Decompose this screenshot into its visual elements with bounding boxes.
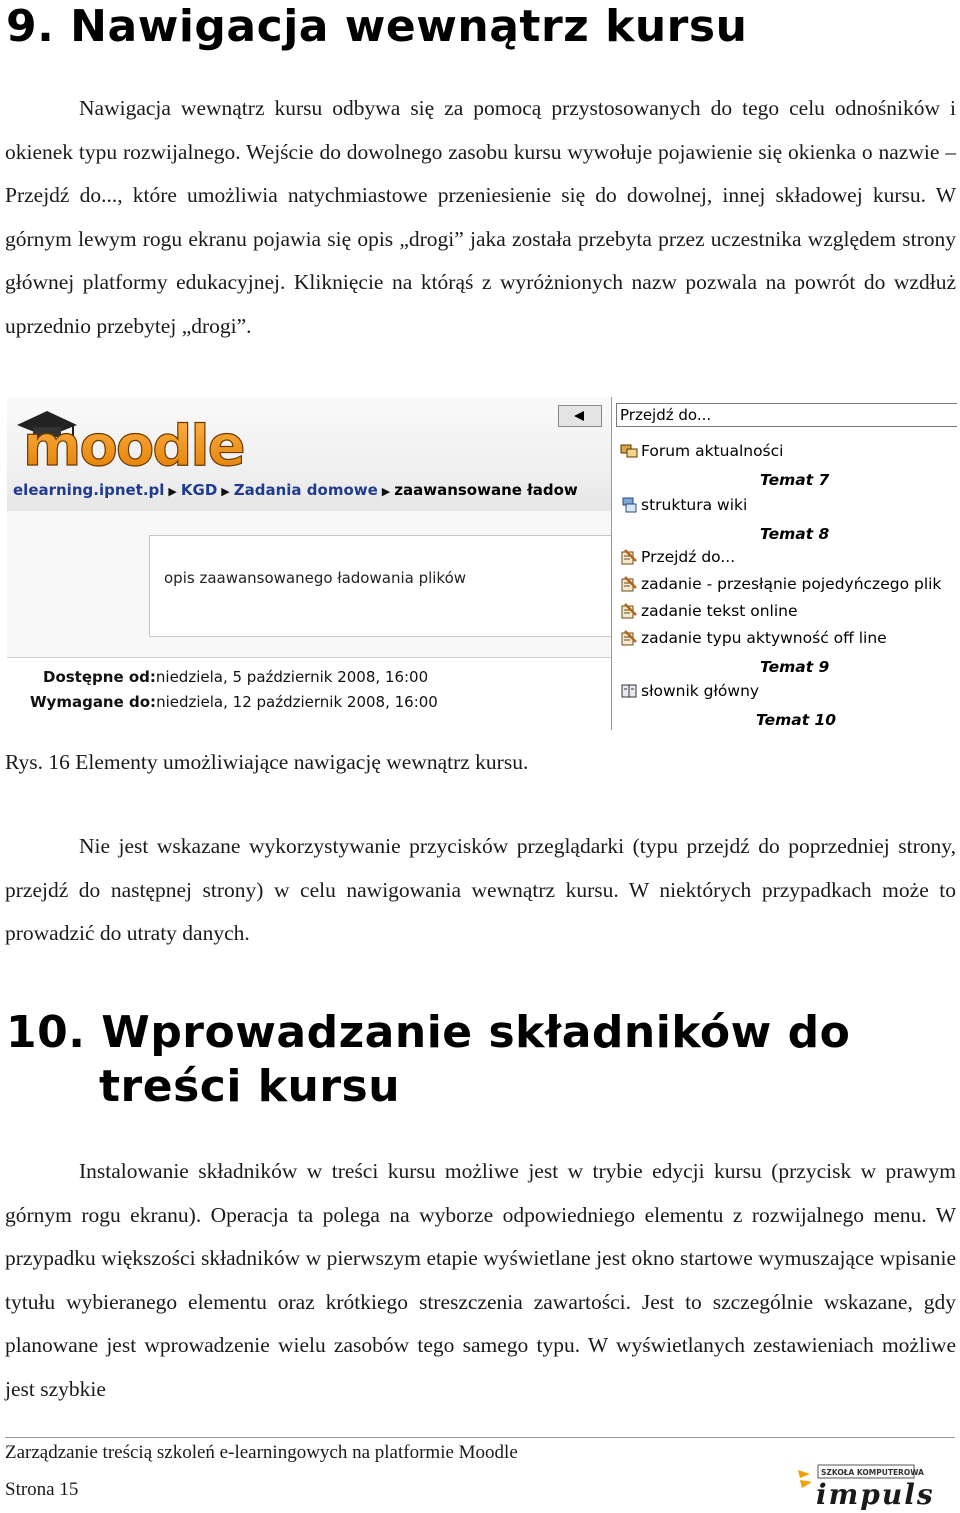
section-10-heading xyxy=(6,1006,956,1114)
menu-option-label: Przejdź do... xyxy=(641,548,736,566)
menu-option-label: zadanie typu aktywność off line xyxy=(641,629,887,647)
moodle-logo xyxy=(13,403,303,473)
section-title-line2: treści kursu xyxy=(99,1061,401,1112)
page-number: Strona 15 xyxy=(5,1479,79,1500)
section-number: 9. xyxy=(6,1,55,52)
menu-option[interactable] xyxy=(620,574,941,594)
paragraph-browser-buttons: Nie jest wskazane wykorzystywanie przycisków przeglądarki (typu przejdź do poprzedniej strony, przejdź do następnej strony) w celu nawigowania wewnątrz kursu. W niektórych przypadkach może to prowadzić do utraty danych. xyxy=(5,834,956,945)
menu-option[interactable] xyxy=(620,628,887,648)
menu-option-label: Temat 9 xyxy=(760,658,830,676)
svg-text:SZKOŁA KOMPUTEROWA: SZKOŁA KOMPUTEROWA xyxy=(821,1468,924,1477)
menu-option[interactable] xyxy=(620,441,783,461)
menu-option[interactable] xyxy=(620,547,735,567)
menu-option-label: zadanie - przesłąnie pojedyńczego plik xyxy=(641,575,942,593)
breadcrumb-separator-icon: ▶ xyxy=(381,485,391,498)
section-number: 10. xyxy=(6,1007,86,1058)
assignment-icon xyxy=(620,576,638,592)
breadcrumb-separator-icon: ▶ xyxy=(168,485,177,498)
section-title: Nawigacja wewnątrz kursu xyxy=(70,1,748,52)
svg-text:impuls: impuls xyxy=(816,1478,935,1510)
menu-group-label xyxy=(760,524,829,544)
paragraph-navigation: Nawigacja wewnątrz kursu odbywa się za pomocą przystosowanych do tego celu odnośników i okienek typu rozwijalnego. Wejście do dowolnego zasobu kursu wywołuje pojawienie się okienka o nazwie – Przejdź do..., które umożliwia natychmiastowe przeniesienie się do dowolnej, innej składowej kursu. W górnym lewym rogu ekranu pojawia się opis „drogi” jaka została przebyta przez uczestnika względem strony głównej platformy edukacyjnej. Kliknięcie na którąś z wyróżnionych nazw pozwala na powrót do wzdłuż uprzednio przebytej „drogi”. xyxy=(5,96,956,338)
menu-group-label xyxy=(756,710,836,730)
menu-option-label: struktura wiki xyxy=(641,496,748,514)
impuls-logo xyxy=(796,1462,936,1510)
menu-option-label: Temat 10 xyxy=(756,711,837,729)
menu-group-label xyxy=(760,470,829,490)
breadcrumb-link-course[interactable]: KGD xyxy=(180,481,218,499)
header-banner xyxy=(7,397,611,511)
dates-block xyxy=(7,657,611,730)
menu-option-label: zadanie tekst online xyxy=(641,602,798,620)
assignment-icon xyxy=(620,603,638,619)
footer-divider xyxy=(5,1437,955,1438)
footer-title: Zarządzanie treścią szkoleń e-learningowych na platformie Moodle xyxy=(5,1442,518,1463)
description-box xyxy=(149,535,612,637)
paragraph-components: Instalowanie składników w treści kursu możliwe jest w trybie edycji kursu (przycisk w prawym górnym rogu ekranu). Operacja ta polega na wyborze odpowiedniego elementu z rozwijalnego menu. W przypadku większości składników w pierwszym etapie wyświetlane jest okno startowe wymuszające wpisanie tytułu wybieranego elementu oraz krótkiego streszczenia zawartości. Jest to szczególnie wskazane, gdy planowane jest wprowadzenie wielu zasobów tego samego typu. W wyświetlanych zestawieniach możliwe jest szybkie xyxy=(5,1159,956,1401)
wiki-icon xyxy=(620,497,638,513)
breadcrumb-separator-icon: ▶ xyxy=(221,485,230,498)
menu-option[interactable] xyxy=(620,681,759,701)
section-9-heading xyxy=(6,0,747,54)
breadcrumb-link-home[interactable]: elearning.ipnet.pl xyxy=(13,481,165,499)
menu-option-label: słownik główny xyxy=(641,682,760,700)
description-text: opis zaawansowanego ładowania plików xyxy=(164,569,467,587)
glossary-icon xyxy=(620,683,638,699)
available-from: Dostępne od:niedziela, 5 październik 2008, 16:00 xyxy=(43,668,429,686)
breadcrumb-link-assignments[interactable]: Zadania domowe xyxy=(233,481,378,499)
jump-to-dropdown[interactable] xyxy=(611,397,957,730)
section-title-line1: Wprowadzanie składników do xyxy=(101,1007,851,1058)
previous-activity-button[interactable] xyxy=(558,405,602,427)
menu-option-label: Temat 7 xyxy=(760,471,830,489)
svg-text:moodle: moodle xyxy=(23,414,244,473)
navigation-screenshot xyxy=(7,397,957,730)
assignment-icon xyxy=(620,630,638,646)
forum-icon xyxy=(620,443,638,459)
breadcrumb xyxy=(13,481,578,499)
menu-option-label: Temat 8 xyxy=(760,525,830,543)
jump-to-select[interactable]: Przejdź do... xyxy=(616,403,957,427)
menu-option[interactable] xyxy=(620,601,798,621)
menu-option-label: Forum aktualności xyxy=(641,442,784,460)
content-pane xyxy=(7,511,611,730)
figure-caption: Rys. 16 Elementy umożliwiające nawigację wewnątrz kursu. xyxy=(5,750,529,774)
assignment-icon xyxy=(620,549,638,565)
course-page xyxy=(7,397,611,730)
menu-option[interactable] xyxy=(620,495,747,515)
due-date: Wymagane do:niedziela, 12 październik 2008, 16:00 xyxy=(30,693,438,711)
menu-group-label xyxy=(760,657,829,677)
breadcrumb-current: zaawansowane ładow xyxy=(394,481,578,499)
